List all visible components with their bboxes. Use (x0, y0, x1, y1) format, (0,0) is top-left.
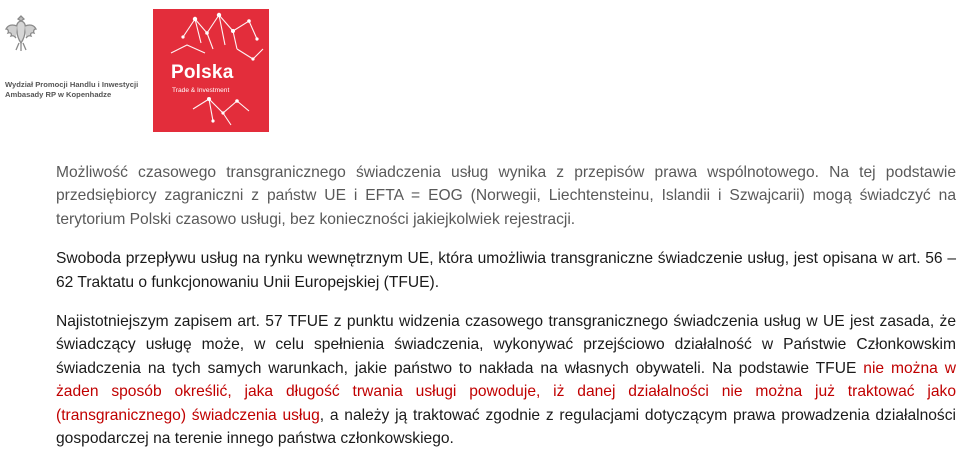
paragraph-3-highlight: nie można w żaden sposób określić, jaka długość trwania usługi powoduje, iż danej działalności nie można już traktować jako (transgranicznego) świadczenia usług (56, 359, 956, 424)
main-text (56, 161, 956, 452)
ministry-line-2: Ambasady RP w Kopenhadze (5, 89, 112, 99)
ministry-line-1: Wydział Promocji Handlu i Inwestycji (5, 80, 139, 89)
ministry-caption (5, 80, 155, 99)
polish-eagle-emblem-icon (4, 12, 38, 54)
brand-name: Polska (171, 62, 234, 83)
paragraph-1: Możliwość czasowego transgranicznego świadczenia usług wynika z przepisów prawa wspólnotowego. Na tej podstawie przedsiębiorcy zagraniczni z państw UE i EFTA = EOG (Norwegii, Liechtensteinu, Islandii i Szwajcarii) mogą świadczyć na terytorium Polski czasowo usługi, bez konieczności jakiejkolwiek rejestracji. (56, 164, 956, 228)
paragraph-3 (56, 310, 956, 450)
brand-tagline: Trade & Investment (172, 87, 230, 94)
paragraph-3-intro: Najistotniejszym zapisem art. 57 TFUE z punktu widzenia czasowego transgranicznego świadczenia usług w UE jest zasada, że świadczący usługę może, w celu spełnienia świadczenia, wykonywać przejściowo działalność w Państwie Członkowskim świadczenia na tych samych warunkach, jakie państwo to nakłada na własnych obywateli. Na podstawie TFUE (56, 313, 956, 377)
paragraph-3-conclusion: , a należy ją traktować zgodnie z regulacjami dotyczącym prawa prowadzenia działalności gospodarczej na terenie innego państwa członkowskiego. (56, 406, 956, 448)
paragraph-2: Swoboda przepływu usług na rynku wewnętrznym UE, która umożliwia transgraniczne świadczenie usług, jest opisana w art. 56 – 62 Traktatu o funkcjonowaniu Unii Europejskiej (TFUE). (56, 250, 956, 291)
polska-trade-investment-logo (153, 9, 269, 132)
